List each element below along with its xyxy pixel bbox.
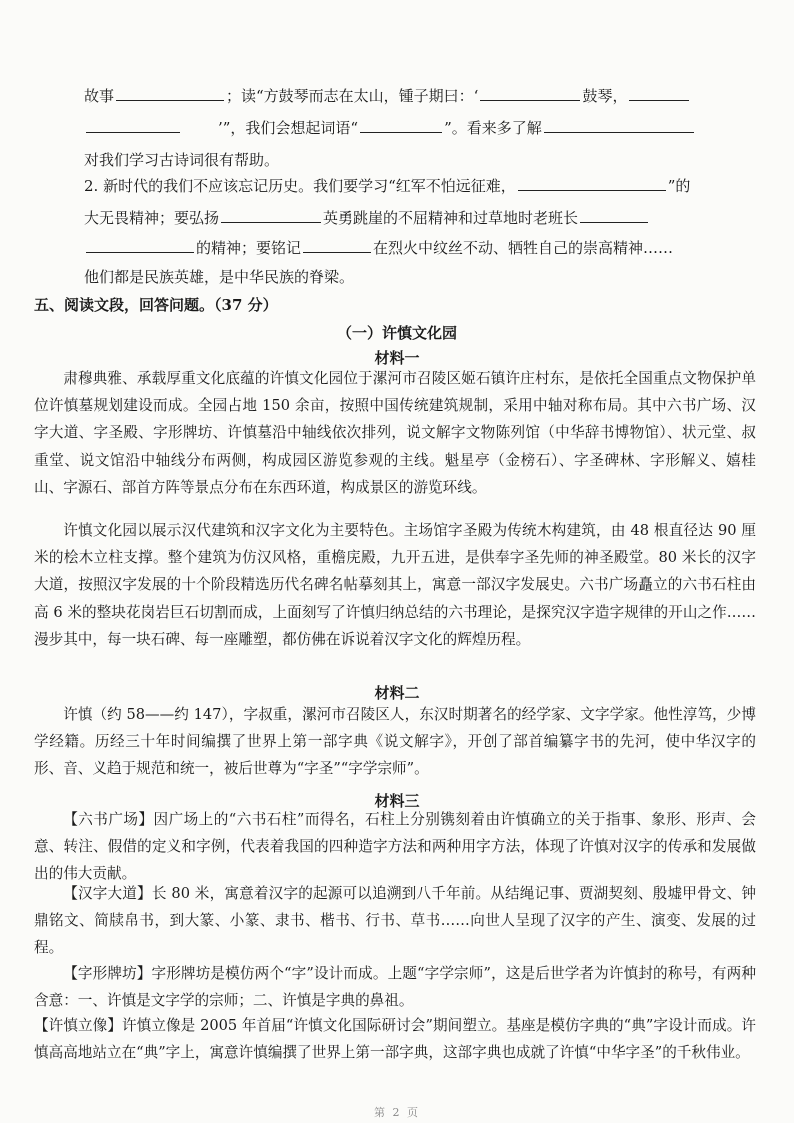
item-text: 长 80 米，寓意着汉字的起源可以追溯到八千年前。从结绳记事、贾湖契刻、殷墟甲骨文、钟鼎铭文、简牍帛书，到大篆、小篆、隶书、楷书、行书、草书……向世人呈现了汉字的产生、演变、发展的过程。	[34, 885, 756, 957]
material-1-paragraph-1: 肃穆典雅、承载厚重文化底蕴的许慎文化园位于漯河市召陵区姬石镇许庄村东，是依托全国重点文物保护单位许慎墓规划建设而成。全园占地 150 余亩，按照中国传统建筑规制，采用中轴对称布局。其中六书广场、汉字大道、字圣殿、字形牌坊、许慎墓沿中轴线依次排列，说文解字文物陈列馆（中华辞书博物馆）、状元堂、叔重堂、说文馆沿中轴线分布两侧，构成园区游览参观的主线。魁星亭（金榜石）、字圣碑林、字形解义、嬉桂山、字源石、部首方阵等景点分布在东西环道，构成景区的游览环线。	[34, 370, 756, 496]
passage-title: （一）许慎文化园	[336, 324, 457, 342]
answer-blank[interactable]	[116, 84, 224, 101]
question-2-line-3	[84, 236, 673, 259]
answer-blank[interactable]	[303, 236, 371, 253]
text-segment: 他们都是民族英雄，是中华民族的脊梁。	[84, 268, 355, 286]
text-segment: 在烈火中纹丝不动、牺牲自己的崇高精神……	[373, 239, 674, 257]
answer-blank[interactable]	[629, 84, 689, 101]
item-text: 字形牌坊是模仿两个“字”设计而成。上题“字学宗师”，这是后世学者为许慎封的称号，有两种含意：一、许慎是文字学的宗师；二、许慎是字典的鼻祖。	[34, 965, 756, 1010]
material-3-heading: 材料三	[374, 792, 420, 810]
material-3-item	[34, 960, 756, 1014]
text-segment: 鼓琴，	[582, 87, 628, 105]
page-footer: 第 2 页	[374, 1106, 420, 1119]
fill-line-2	[84, 116, 696, 139]
material-1-heading: 材料一	[374, 349, 420, 367]
text-segment: ”的	[667, 177, 691, 195]
item-tag: 【字形牌坊】	[63, 965, 152, 982]
answer-blank[interactable]	[360, 116, 442, 133]
text-segment: 大无畏精神；要弘扬	[84, 209, 220, 227]
answer-blank[interactable]	[544, 116, 694, 133]
section-title: 五、阅读文段，回答问题。（37 分）	[34, 296, 278, 314]
answer-blank[interactable]	[86, 116, 180, 133]
item-tag: 【许慎立像】	[34, 1017, 123, 1034]
text-segment: 2. 新时代的我们不应该忘记历史。我们要学习“红军不怕远征难，	[84, 177, 516, 195]
question-2-line-4	[84, 266, 354, 288]
text-segment: 对我们学习古诗词很有帮助。	[84, 151, 280, 169]
answer-blank[interactable]	[518, 174, 666, 191]
material-3-item	[34, 880, 756, 962]
material-1-paragraph-2: 许慎文化园以展示汉代建筑和汉字文化为主要特色。主场馆字圣殿为传统木构建筑，由 48 根直径达 90 厘米的桧木立柱支撑。整个建筑为仿汉风格，重檐庑殿，九开五进，是供奉字圣先师的神圣殿堂。80 米长的汉字大道，按照汉字发展的十个阶段精选历代名碑名帖摹刻其上，寓意一部汉字发展史。六书广场矗立的六书石柱由高 6 米的整块花岗岩巨石切割而成，上面刻写了许慎归纳总结的六书理论，是探究汉字造字规律的开山之作……漫步其中，每一块石碑、每一座雕塑，都仿佛在诉说着汉字文化的辉煌历程。	[34, 522, 756, 648]
text-segment: ；读“方鼓琴而志在太山，锺子期曰：‘	[226, 87, 479, 105]
text-segment: ”。看来多了解	[444, 119, 542, 137]
item-text: 许慎立像是 2005 年首届“许慎文化国际研讨会”期间塑立。基座是模仿字典的“典”字设计而成。许慎高高地站立在“典”字上，寓意许慎编撰了世界上第一部字典，这部字典也成就了许慎“中华字圣”的千秋伟业。	[34, 1017, 756, 1062]
item-tag: 【六书广场】	[63, 811, 154, 828]
text-segment: 故事	[84, 87, 115, 105]
fill-line-1	[84, 84, 691, 107]
text-segment: 的精神；要铭记	[196, 239, 302, 257]
answer-blank[interactable]	[221, 206, 321, 223]
item-text: 因广场上的“六书石柱”而得名，石柱上分别镌刻着由许慎确立的关于指事、象形、形声、会意、转注、假借的定义和字例，代表着我国的四种造字方法和两种用字方法，体现了许慎对汉字的传承和发展做出的伟大贡献。	[34, 811, 756, 883]
fill-line-3	[84, 149, 279, 171]
question-2-line-1	[84, 174, 690, 197]
answer-blank[interactable]	[580, 206, 648, 223]
text-segment: 英勇跳崖的不屈精神和过草地时老班长	[323, 209, 579, 227]
answer-blank[interactable]	[480, 84, 580, 101]
answer-blank[interactable]	[86, 236, 194, 253]
item-tag: 【汉字大道】	[63, 885, 152, 902]
question-2-line-2	[84, 206, 650, 229]
material-3-item	[34, 806, 756, 888]
material-2-paragraph: 许慎（约 58——约 147），字叔重，漯河市召陵区人，东汉时期著名的经学家、文字学家。他性淳笃，少博学经籍。历经三十年时间编撰了世界上第一部字典《说文解字》，开创了部首编纂字书的先河，使中华汉字的形、音、义趋于规范和统一，被后世尊为“字圣”“字学宗师”。	[34, 706, 756, 778]
material-3-item	[34, 1012, 756, 1066]
material-2-heading: 材料二	[374, 684, 420, 702]
text-segment: ’”，我们会想起词语“	[218, 119, 359, 137]
